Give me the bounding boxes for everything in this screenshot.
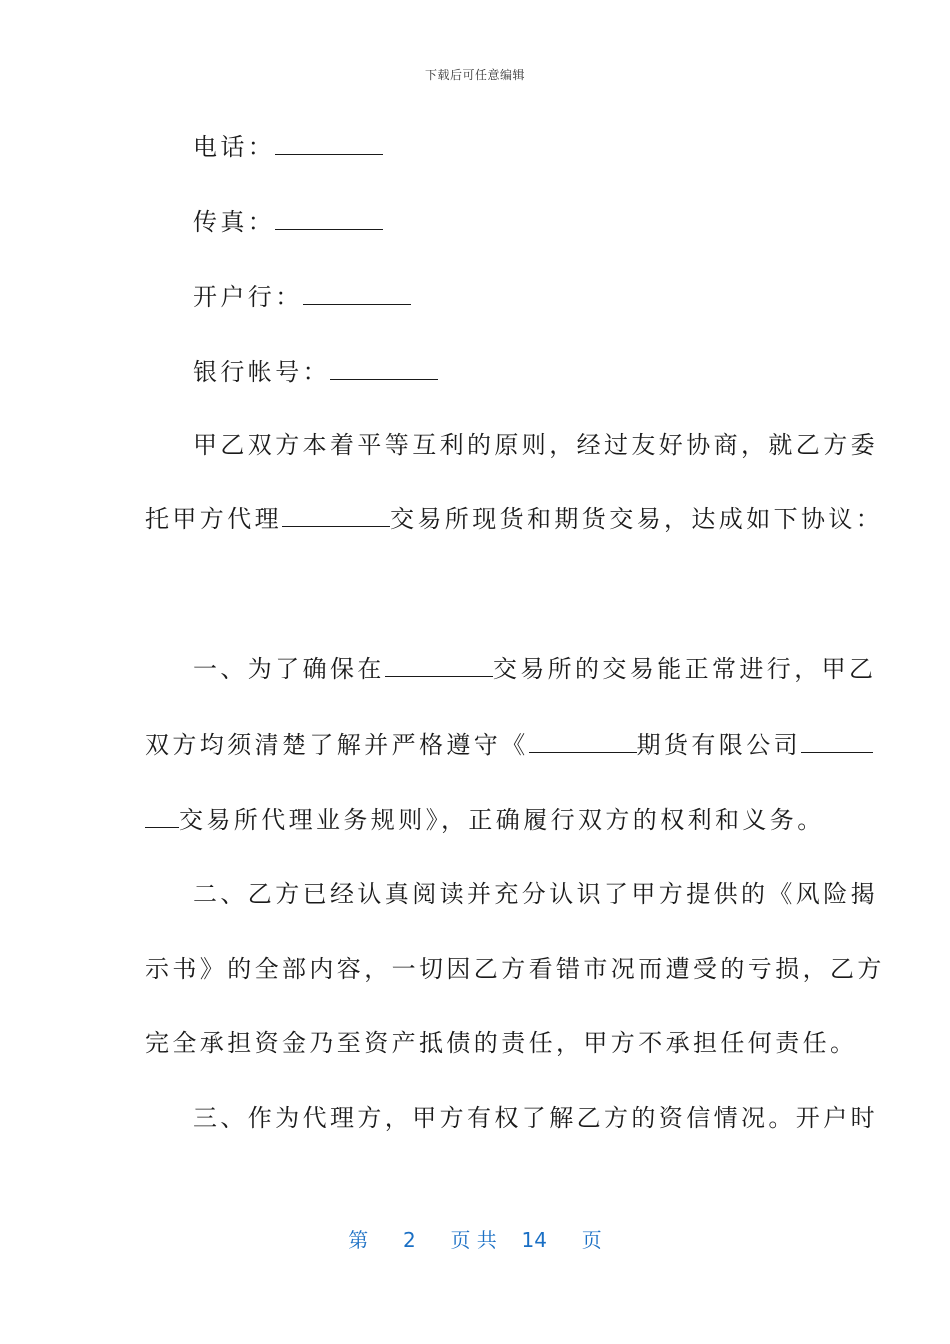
rules-blank-a bbox=[801, 730, 873, 753]
intro-line-1: 甲乙双方本着平等互利的原则，经过友好协商，就乙方委 bbox=[193, 431, 878, 459]
exchange-blank bbox=[282, 504, 390, 527]
phone-field bbox=[193, 131, 383, 163]
page-footer bbox=[0, 1224, 950, 1253]
intro-line-2-start: 托甲方代理 bbox=[145, 505, 282, 533]
clause2-line-3: 完全承担资金乃至资产抵债的责任，甲方不承担任何责任。 bbox=[145, 1029, 858, 1057]
intro-line-2-end: 交易所现货和期货交易，达成如下协议： bbox=[390, 505, 884, 533]
header-note: 下载后可任意编辑 bbox=[424, 68, 525, 82]
company-blank bbox=[529, 730, 637, 753]
footer-page-number: 2 bbox=[403, 1228, 416, 1252]
fax-field bbox=[193, 206, 383, 238]
clause1-line-3-text: 交易所代理业务规则》，正确履行双方的权利和义务。 bbox=[179, 806, 825, 834]
clause1-line-2 bbox=[145, 729, 873, 761]
clause1-line-1 bbox=[193, 653, 876, 685]
account-label: 银行帐号： bbox=[193, 358, 330, 386]
clause1-line-1-start: 一、为了确保在 bbox=[193, 655, 385, 683]
bank-field bbox=[193, 281, 411, 313]
account-field bbox=[193, 356, 438, 388]
footer-total-pages: 14 bbox=[521, 1228, 547, 1252]
phone-blank bbox=[275, 132, 383, 155]
footer-prefix: 第 bbox=[348, 1228, 369, 1252]
intro-line-2 bbox=[145, 503, 883, 535]
clause1-line-2-start: 双方均须清楚了解并严格遵守《 bbox=[145, 731, 529, 759]
clause2-line-2: 示书》的全部内容，一切因乙方看错市况而遭受的亏损，乙方 bbox=[145, 955, 885, 983]
account-blank bbox=[330, 357, 438, 380]
footer-middle: 页 共 bbox=[450, 1228, 497, 1252]
clause2-line-1: 二、乙方已经认真阅读并充分认识了甲方提供的《风险揭 bbox=[193, 880, 878, 908]
bank-blank bbox=[303, 282, 411, 305]
clause3-line-1: 三、作为代理方，甲方有权了解乙方的资信情况。开户时 bbox=[193, 1104, 878, 1132]
rules-blank-b bbox=[145, 805, 179, 828]
clause1-line-2-mid: 期货有限公司 bbox=[636, 731, 802, 759]
clause1-exchange-blank bbox=[385, 654, 493, 677]
clause1-line-3 bbox=[145, 804, 825, 836]
clause1-line-1-end: 交易所的交易能正常进行，甲乙 bbox=[492, 655, 877, 683]
phone-label: 电话： bbox=[193, 133, 276, 161]
fax-blank bbox=[275, 207, 383, 230]
bank-label: 开户行： bbox=[193, 283, 303, 311]
fax-label: 传真： bbox=[193, 208, 276, 236]
footer-suffix: 页 bbox=[581, 1228, 602, 1252]
